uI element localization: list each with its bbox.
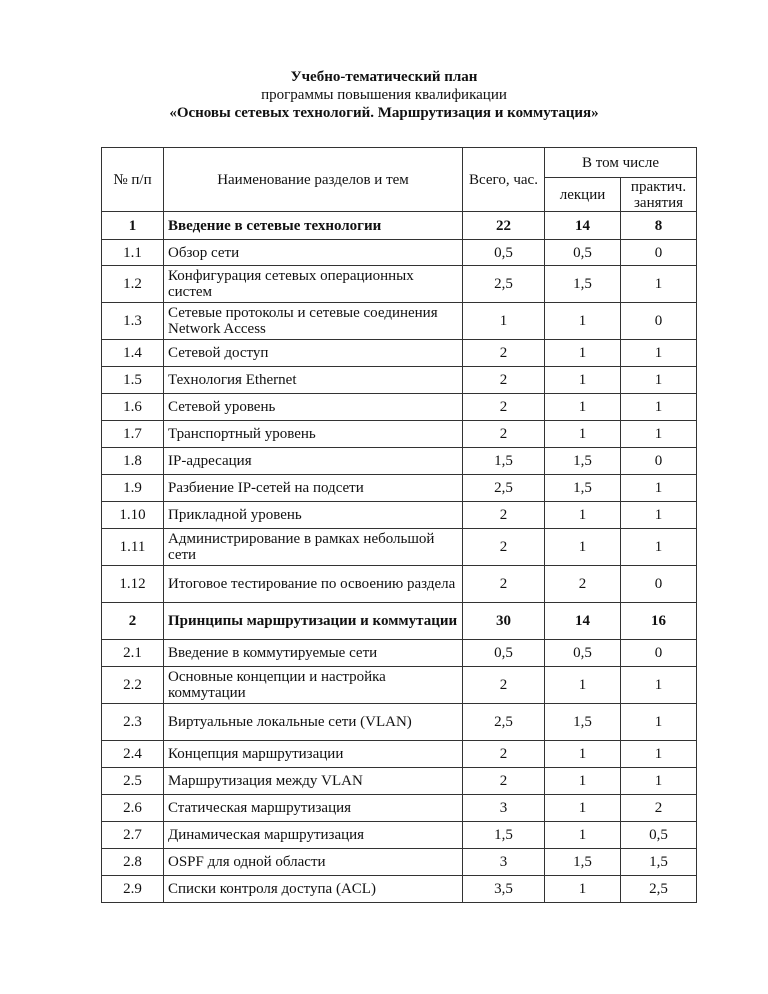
row-topic-name: Основные концепции и настройка коммутации: [164, 667, 463, 704]
title-line-1: Учебно-тематический план: [290, 69, 478, 85]
row-lecture-hours: 1: [545, 367, 621, 394]
row-total-hours: 2: [463, 394, 545, 421]
table-row: [102, 876, 697, 903]
table-body: [102, 212, 697, 903]
row-practice-hours: 1: [621, 421, 697, 448]
header-lectures: лекции: [545, 178, 621, 212]
table-row: [102, 367, 697, 394]
row-total-hours: 2,5: [463, 475, 545, 502]
row-number: 1.8: [102, 448, 164, 475]
row-total-hours: 0,5: [463, 240, 545, 266]
row-lecture-hours: 1: [545, 303, 621, 340]
row-total-hours: 2: [463, 667, 545, 704]
table-row: [102, 212, 697, 240]
row-topic-name: Итоговое тестирование по освоению раздела: [164, 566, 463, 603]
row-topic-name: Разбиение IP-сетей на подсети: [164, 475, 463, 502]
table-row: [102, 667, 697, 704]
row-practice-hours: 0: [621, 566, 697, 603]
row-number: 1.3: [102, 303, 164, 340]
row-total-hours: 2: [463, 741, 545, 768]
row-topic-name: Маршрутизация между VLAN: [164, 768, 463, 795]
row-lecture-hours: 14: [545, 603, 621, 640]
table-row: [102, 502, 697, 529]
table-row: [102, 394, 697, 421]
row-lecture-hours: 1: [545, 340, 621, 367]
row-total-hours: 3: [463, 795, 545, 822]
row-practice-hours: 0: [621, 448, 697, 475]
row-total-hours: 30: [463, 603, 545, 640]
row-practice-hours: 1: [621, 768, 697, 795]
row-number: 2.8: [102, 849, 164, 876]
row-lecture-hours: 1,5: [545, 448, 621, 475]
row-topic-name: Списки контроля доступа (ACL): [164, 876, 463, 903]
row-topic-name: Сетевой уровень: [164, 394, 463, 421]
row-lecture-hours: 1: [545, 502, 621, 529]
table-row: [102, 529, 697, 566]
row-practice-hours: 1: [621, 529, 697, 566]
row-lecture-hours: 14: [545, 212, 621, 240]
row-practice-hours: 1: [621, 367, 697, 394]
row-total-hours: 2: [463, 421, 545, 448]
row-topic-name: Транспортный уровень: [164, 421, 463, 448]
row-practice-hours: 2,5: [621, 876, 697, 903]
row-lecture-hours: 0,5: [545, 640, 621, 667]
table-row: [102, 240, 697, 266]
row-lecture-hours: 1,5: [545, 266, 621, 303]
row-topic-name: Статическая маршрутизация: [164, 795, 463, 822]
table-row: [102, 640, 697, 667]
table-row: [102, 421, 697, 448]
row-number: 1.12: [102, 566, 164, 603]
table-row: [102, 603, 697, 640]
header-including: В том числе: [545, 148, 697, 178]
row-total-hours: 2: [463, 367, 545, 394]
row-topic-name: Администрирование в рамках небольшой сети: [164, 529, 463, 566]
row-topic-name: Обзор сети: [164, 240, 463, 266]
table-row: [102, 340, 697, 367]
row-number: 1.10: [102, 502, 164, 529]
row-total-hours: 2: [463, 768, 545, 795]
row-topic-name: Введение в сетевые технологии: [164, 212, 463, 240]
row-topic-name: Прикладной уровень: [164, 502, 463, 529]
row-lecture-hours: 1: [545, 667, 621, 704]
curriculum-table: [101, 147, 697, 903]
row-practice-hours: 1,5: [621, 849, 697, 876]
row-lecture-hours: 1: [545, 876, 621, 903]
row-lecture-hours: 1: [545, 741, 621, 768]
row-total-hours: 22: [463, 212, 545, 240]
row-number: 2.4: [102, 741, 164, 768]
row-number: 1: [102, 212, 164, 240]
row-total-hours: 2: [463, 566, 545, 603]
row-total-hours: 3,5: [463, 876, 545, 903]
row-number: 1.9: [102, 475, 164, 502]
row-topic-name: Конфигурация сетевых операционных систем: [164, 266, 463, 303]
table-row: [102, 448, 697, 475]
row-lecture-hours: 2: [545, 566, 621, 603]
row-total-hours: 3: [463, 849, 545, 876]
row-total-hours: 1: [463, 303, 545, 340]
row-number: 2.3: [102, 704, 164, 741]
row-topic-name: Концепция маршрутизации: [164, 741, 463, 768]
row-lecture-hours: 1,5: [545, 475, 621, 502]
row-lecture-hours: 1: [545, 421, 621, 448]
row-topic-name: Сетевые протоколы и сетевые соединения Network Access: [164, 303, 463, 340]
table-row: [102, 303, 697, 340]
table-row: [102, 475, 697, 502]
row-number: 2.6: [102, 795, 164, 822]
header-total: Всего, час.: [463, 148, 545, 212]
row-number: 2: [102, 603, 164, 640]
row-total-hours: 1,5: [463, 822, 545, 849]
row-total-hours: 2,5: [463, 266, 545, 303]
row-total-hours: 2,5: [463, 704, 545, 741]
header-practice: практич. занятия: [621, 178, 697, 212]
row-lecture-hours: 0,5: [545, 240, 621, 266]
title-line-2: программы повышения квалификации: [261, 87, 507, 103]
row-number: 1.1: [102, 240, 164, 266]
row-number: 2.5: [102, 768, 164, 795]
row-practice-hours: 8: [621, 212, 697, 240]
row-total-hours: 2: [463, 340, 545, 367]
row-number: 1.7: [102, 421, 164, 448]
row-lecture-hours: 1: [545, 394, 621, 421]
row-topic-name: Сетевой доступ: [164, 340, 463, 367]
row-practice-hours: 16: [621, 603, 697, 640]
row-practice-hours: 1: [621, 667, 697, 704]
header-num: № п/п: [102, 148, 164, 212]
header-name: Наименование разделов и тем: [164, 148, 463, 212]
row-topic-name: Виртуальные локальные сети (VLAN): [164, 704, 463, 741]
row-practice-hours: 1: [621, 704, 697, 741]
row-number: 1.5: [102, 367, 164, 394]
row-practice-hours: 1: [621, 394, 697, 421]
row-total-hours: 0,5: [463, 640, 545, 667]
row-number: 2.7: [102, 822, 164, 849]
table-row: [102, 849, 697, 876]
row-number: 1.2: [102, 266, 164, 303]
row-lecture-hours: 1: [545, 795, 621, 822]
table-row: [102, 566, 697, 603]
row-lecture-hours: 1,5: [545, 849, 621, 876]
row-practice-hours: 1: [621, 340, 697, 367]
row-practice-hours: 1: [621, 266, 697, 303]
table-row: [102, 741, 697, 768]
row-topic-name: Технология Ethernet: [164, 367, 463, 394]
row-number: 2.9: [102, 876, 164, 903]
row-topic-name: OSPF для одной области: [164, 849, 463, 876]
row-practice-hours: 2: [621, 795, 697, 822]
row-lecture-hours: 1: [545, 822, 621, 849]
table-row: [102, 768, 697, 795]
row-practice-hours: 0: [621, 303, 697, 340]
row-practice-hours: 0: [621, 240, 697, 266]
document-title: [0, 68, 768, 122]
row-practice-hours: 0,5: [621, 822, 697, 849]
row-number: 1.6: [102, 394, 164, 421]
row-practice-hours: 1: [621, 475, 697, 502]
row-total-hours: 1,5: [463, 448, 545, 475]
table-row: [102, 822, 697, 849]
title-line-3: «Основы сетевых технологий. Маршрутизация и коммутация»: [169, 105, 599, 121]
row-topic-name: Принципы маршрутизации и коммутации: [164, 603, 463, 640]
row-topic-name: IP-адресация: [164, 448, 463, 475]
row-lecture-hours: 1,5: [545, 704, 621, 741]
row-topic-name: Динамическая маршрутизация: [164, 822, 463, 849]
row-lecture-hours: 1: [545, 529, 621, 566]
row-number: 1.4: [102, 340, 164, 367]
row-total-hours: 2: [463, 529, 545, 566]
row-number: 2.1: [102, 640, 164, 667]
row-number: 2.2: [102, 667, 164, 704]
row-practice-hours: 1: [621, 502, 697, 529]
row-number: 1.11: [102, 529, 164, 566]
row-topic-name: Введение в коммутируемые сети: [164, 640, 463, 667]
row-practice-hours: 1: [621, 741, 697, 768]
table-row: [102, 266, 697, 303]
row-lecture-hours: 1: [545, 768, 621, 795]
row-total-hours: 2: [463, 502, 545, 529]
row-practice-hours: 0: [621, 640, 697, 667]
table-row: [102, 704, 697, 741]
table-row: [102, 795, 697, 822]
